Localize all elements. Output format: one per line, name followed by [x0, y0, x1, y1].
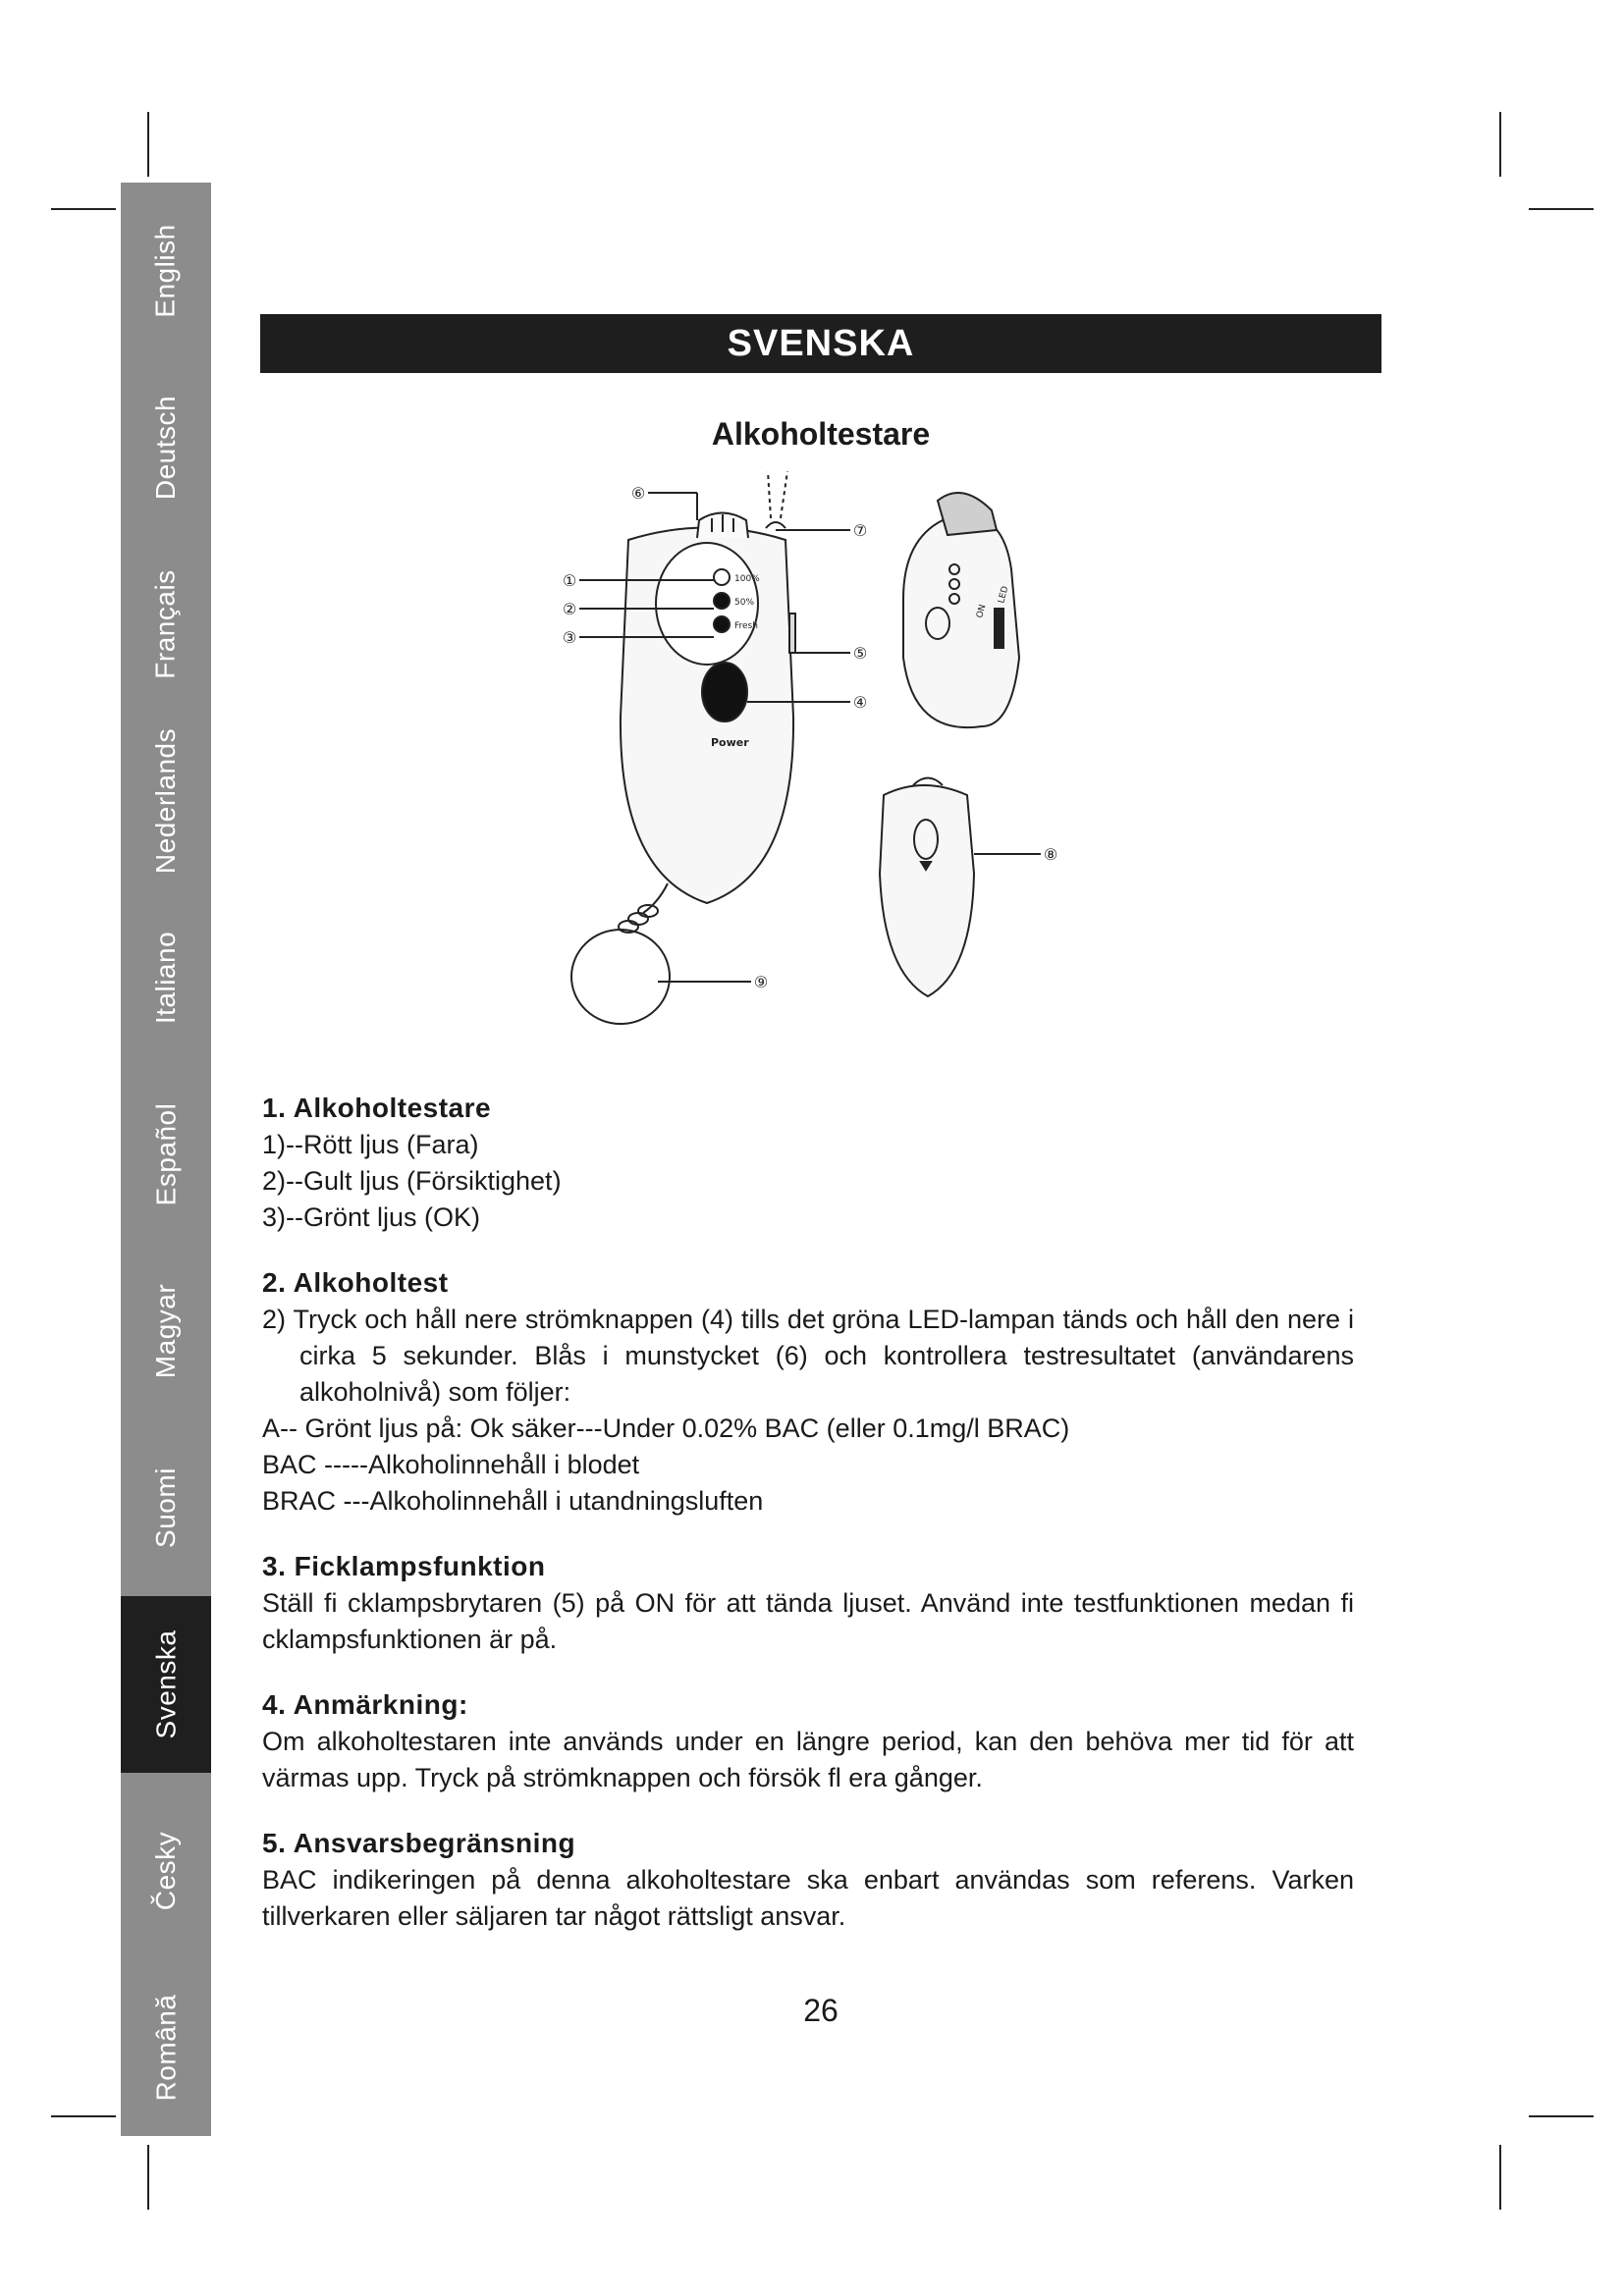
- led-label: 100%: [734, 574, 760, 584]
- language-tab-sidebar: [121, 183, 211, 2136]
- callout-8: ⑧: [1043, 845, 1058, 864]
- led-label: 50%: [734, 598, 755, 608]
- lang-tab-label: Česky: [149, 1831, 181, 1911]
- result-line: BRAC ---Alkoholinnehåll i utandningsluften: [262, 1486, 764, 1516]
- lang-tab-english[interactable]: [121, 183, 211, 359]
- instruction-item: 2) Tryck och håll nere strömknappen (4) tills det gröna LED-lampan tänds och håll den nere i cirka 5 sekunder. Blås i munstycket (6) och kontrollera testresultatet (användarens alkoholnivå) som följer:: [262, 1305, 1354, 1407]
- switch-label-on: ON: [975, 603, 989, 619]
- legend-line: 2)--Gult ljus (Försiktighet): [262, 1166, 562, 1196]
- manual-content: [262, 1090, 1354, 1963]
- switch-label-led: LED: [997, 585, 1011, 605]
- lang-tab-deutsch[interactable]: [121, 359, 211, 536]
- page-title: Alkoholtestare: [711, 416, 931, 452]
- lang-tab-espanol[interactable]: [121, 1066, 211, 1243]
- lang-tab-francais[interactable]: [121, 536, 211, 713]
- section-heading: 1. Alkoholtestare: [262, 1093, 492, 1123]
- callout-9: ⑨: [753, 973, 769, 991]
- section-heading: 2. Alkoholtest: [262, 1267, 449, 1298]
- lang-tab-label: Magyar: [150, 1283, 181, 1379]
- crop-mark: [147, 2145, 149, 2210]
- crop-mark: [1499, 112, 1501, 177]
- lang-tab-label: Español: [150, 1102, 181, 1206]
- lang-tab-svenska[interactable]: [121, 1596, 211, 1773]
- section-ficklampsfunktion: [262, 1548, 1354, 1658]
- lang-tab-magyar[interactable]: [121, 1243, 211, 1419]
- lang-tab-label: Română: [150, 1994, 181, 2102]
- callout-5: ⑤: [852, 644, 868, 663]
- lang-tab-italiano[interactable]: [121, 889, 211, 1066]
- section-anmarkning: [262, 1686, 1354, 1796]
- callout-1: ①: [562, 571, 577, 590]
- crop-mark: [51, 2115, 116, 2117]
- section-body: BAC indikeringen på denna alkoholtestare ska enbart användas som referens. Varken tillverkaren eller säljaren tar något rättsligt ansvar.: [262, 1865, 1354, 1931]
- legend-line: 1)--Rött ljus (Fara): [262, 1130, 479, 1159]
- lang-tab-label: Nederlands: [150, 727, 182, 875]
- section-heading: 3. Ficklampsfunktion: [262, 1551, 546, 1581]
- lang-tab-romana[interactable]: [121, 1959, 211, 2136]
- result-line: BAC -----Alkoholinnehåll i blodet: [262, 1450, 640, 1479]
- lang-tab-cesky[interactable]: [121, 1783, 211, 1959]
- crop-mark: [1499, 2145, 1501, 2210]
- crop-mark: [1529, 208, 1594, 210]
- lang-tab-label: Svenska: [150, 1629, 181, 1739]
- crop-mark: [1529, 2115, 1594, 2117]
- section-heading: 5. Ansvarsbegränsning: [262, 1828, 576, 1858]
- crop-mark: [147, 112, 149, 177]
- lang-tab-label: Français: [150, 569, 181, 679]
- section-alkoholtest: [262, 1264, 1354, 1520]
- page-number: 26: [803, 1993, 839, 2028]
- language-banner: [260, 314, 1381, 373]
- callout-6: ⑥: [630, 484, 646, 503]
- callout-2: ②: [562, 600, 577, 618]
- legend-line: 3)--Grönt ljus (OK): [262, 1202, 481, 1232]
- section-body: Ställ fi cklampsbrytaren (5) på ON för att tända ljuset. Använd inte testfunktionen medan fi cklampsfunktionen är på.: [262, 1588, 1354, 1654]
- crop-mark: [51, 208, 116, 210]
- breathalyzer-illustration: [550, 461, 1100, 1031]
- section-heading: 4. Anmärkning:: [262, 1689, 468, 1720]
- callout-7: ⑦: [852, 521, 868, 540]
- lang-tab-label: Deutsch: [150, 395, 181, 501]
- lang-tab-label: Italiano: [150, 931, 182, 1025]
- section-alkoholtestare: [262, 1090, 1354, 1236]
- led-label: Fresh: [734, 621, 758, 631]
- lang-tab-suomi[interactable]: [121, 1419, 211, 1596]
- lang-tab-label: Suomi: [150, 1468, 181, 1548]
- banner-text: SVENSKA: [727, 322, 915, 364]
- callout-3: ③: [562, 628, 577, 647]
- lang-tab-nederlands[interactable]: [121, 713, 211, 889]
- power-button-label: Power: [711, 736, 749, 749]
- lang-tab-label: English: [150, 224, 181, 318]
- section-ansvarsbegransning: [262, 1825, 1354, 1935]
- section-body: Om alkoholtestaren inte används under en längre period, kan den behöva mer tid för att värmas upp. Tryck på strömknappen och försök fl era gånger.: [262, 1727, 1354, 1792]
- result-line: A-- Grönt ljus på: Ok säker---Under 0.02% BAC (eller 0.1mg/l BRAC): [262, 1414, 1070, 1443]
- callout-4: ④: [852, 693, 868, 712]
